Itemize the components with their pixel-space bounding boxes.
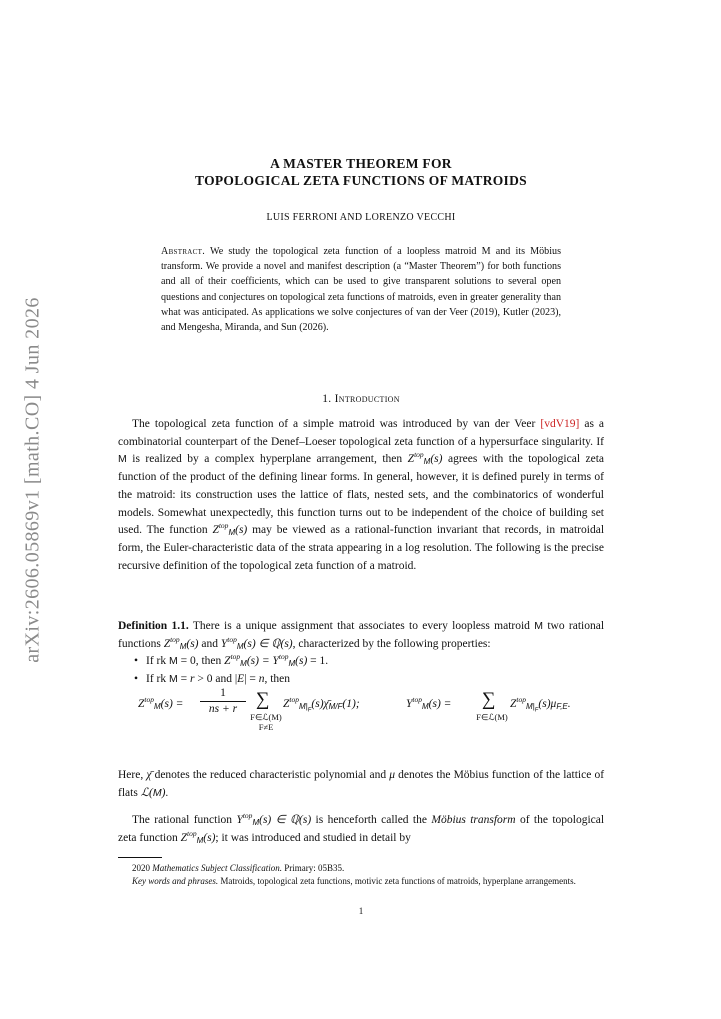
math-symbol: M — [169, 673, 178, 686]
section-number: 1. — [322, 393, 332, 405]
math-symbol: M — [118, 453, 127, 466]
paragraph-text: is henceforth called the — [315, 814, 427, 826]
intro-text-4: agrees with the topological zeta function of the product of the defining linear forms. In general, however, it is defined purely in terms of the matroid: its construction uses the lattice of flats, nested sets, and the combinatorics of wonderful models. Somewhat unexpectedly, this function turns out to be independent of the choice of building set used. The function — [118, 453, 605, 537]
definition-text: two rational functions — [118, 620, 605, 650]
summation-sign: ∑ — [256, 689, 270, 710]
footnote-label: Key words and phrases. — [132, 876, 219, 886]
property-text: > 0 and | — [197, 673, 238, 686]
paragraph-text: The rational function — [132, 814, 233, 826]
footnote-text: Matroids, topological zeta functions, motivic zeta functions of matroids, hyperplane arrangements. — [220, 876, 576, 886]
summation-sign: ∑ — [482, 689, 496, 710]
math-var: n — [258, 673, 265, 686]
footnote-divider — [118, 857, 162, 858]
definition-text: There is a unique assignment that associates to every loopless matroid — [192, 620, 530, 632]
math-mobius: $Y^{top}_M(s)$ ∈ ℚ(s) — [220, 634, 293, 651]
abstract — [161, 244, 561, 335]
definition-heading: Definition 1.1. — [118, 620, 189, 632]
arxiv-sidebar-stamp — [10, 290, 56, 670]
footnote-text: Primary: 05B35. — [284, 863, 345, 873]
formula-term-2: $Z^{top}_{M|_F}(s)\mu_{F,E}$. — [510, 695, 571, 714]
formula-lhs: $Z^{top}_M(s)$ = — [138, 695, 184, 711]
title-line-2: TOPOLOGICAL ZETA FUNCTIONS OF MATROIDS — [195, 173, 527, 188]
citation-link-vdv19[interactable]: [vdV19] — [540, 418, 580, 430]
intro-text-2: as a combinatorial counterpart of the Denef–Loeser topological zeta function of a hypersurface singularity. If — [118, 418, 605, 448]
paragraph-text: Here, — [118, 769, 144, 781]
paragraph-text: . — [165, 786, 169, 799]
paragraph-text: denotes the reduced characteristic polynomial and — [154, 769, 387, 781]
intro-text-1: The topological zeta function of a simple matroid was introduced by van der Veer — [132, 418, 536, 430]
abstract-text: We study the topological zeta function of a loopless matroid M and its Möbius transform. We provide a novel and manifest description (a “Master Theorem”) for both functions and all of their coefficients, which can be used to give transparent solutions to several open questions and conjectures on topological zeta functions of matroids, even in greater generality than what was anticipated. As applications we solve conjectures of van der Veer (2019), Kutler (2023), and Mengesha, Miranda, and Sun (2026). — [161, 246, 562, 334]
definition-text: , characterized by the following properties: — [292, 637, 491, 650]
display-formula — [118, 684, 604, 746]
mobius-transform-paragraph — [118, 812, 604, 847]
intro-text-3: is realized by a complex hyperplane arrangement, then — [132, 453, 403, 466]
emphasis-text: Möbius transform — [431, 814, 516, 826]
math-lattice: ℒ(M) — [140, 786, 166, 799]
footnote-label: Mathematics Subject Classification. — [152, 863, 282, 873]
math-zeta: $Z^{top}_M(s)$ — [180, 828, 216, 845]
footnote-text: 2020 — [132, 863, 150, 873]
post-definition-paragraph — [118, 767, 604, 802]
formula-term-1: $Z^{top}_{M|_F}(s)\chī_{M/F}(1)$; — [283, 695, 360, 714]
paragraph-text: ; it was introduced and studied in detail by — [215, 831, 411, 844]
property-text: If rk — [146, 655, 167, 668]
math-symbol: M — [169, 655, 178, 668]
math-var: E — [237, 673, 245, 686]
fraction-numerator: 1 — [200, 686, 246, 702]
intro-paragraph — [118, 416, 604, 575]
formula-rhs: $Y^{top}_M(s)$ = — [406, 695, 452, 711]
property-text: = — [180, 673, 188, 686]
math-mobius: $Y^{top}_M(s)$ ∈ ℚ(s) — [236, 811, 312, 827]
property-text: If rk — [146, 673, 167, 686]
title-line-1: A MASTER THEOREM FOR — [270, 156, 452, 171]
property-text: = 1. — [310, 655, 329, 668]
footnote-msc — [118, 862, 604, 875]
arxiv-identifier: arXiv:2606.05869v1 [math.CO] 4 Jun 2026 — [21, 297, 44, 663]
footnotes — [118, 862, 604, 888]
definition-block — [118, 618, 604, 689]
property-item — [146, 653, 604, 671]
sum-index: F∈ℒ(M) — [250, 712, 282, 722]
math-zeta: $Z^{top}_M(s)$ — [212, 521, 248, 538]
definition-text: and — [201, 637, 218, 650]
property-text: = 0, then — [180, 655, 222, 668]
page-number: 1 — [358, 906, 364, 916]
paper-title — [118, 155, 604, 189]
footnote-keywords — [118, 875, 604, 888]
property-text: , then — [264, 673, 291, 686]
section-title: Introduction — [334, 393, 400, 405]
math-chi: χ̄ — [146, 769, 152, 781]
math-var: r — [190, 673, 195, 686]
fraction-denominator: ns + r — [208, 703, 238, 715]
math-symbol: M — [534, 620, 543, 632]
property-text: | = — [244, 673, 256, 686]
sum-index: F∈ℒ(M) — [476, 712, 508, 722]
paper-authors: LUIS FERRONI AND LORENZO VECCHI — [266, 212, 456, 223]
intro-text-5: may be viewed as a rational-function invariant that records, in matroidal form, the Euler-characteristic data of the strata appearing in a log resolution. The following is the precise recursive definition of the topological zeta function of a matroid. — [118, 524, 605, 572]
math-zeta: $Z^{top}_M(s)$ — [407, 450, 443, 467]
sum-condition: F≠E — [258, 722, 274, 732]
math-zeta: $Z^{top}_M(s)$ — [163, 634, 199, 651]
math-mu: μ — [389, 769, 395, 781]
paragraph-text: denotes the Möbius function of the lattice of flats — [118, 769, 605, 799]
section-heading — [118, 393, 604, 405]
math-zeta: $Z^{top}_M(s) = Y^{top}_M(s)$ — [224, 652, 308, 669]
abstract-label: Abstract. — [161, 246, 206, 257]
paragraph-text: of the topological zeta function — [118, 814, 605, 844]
